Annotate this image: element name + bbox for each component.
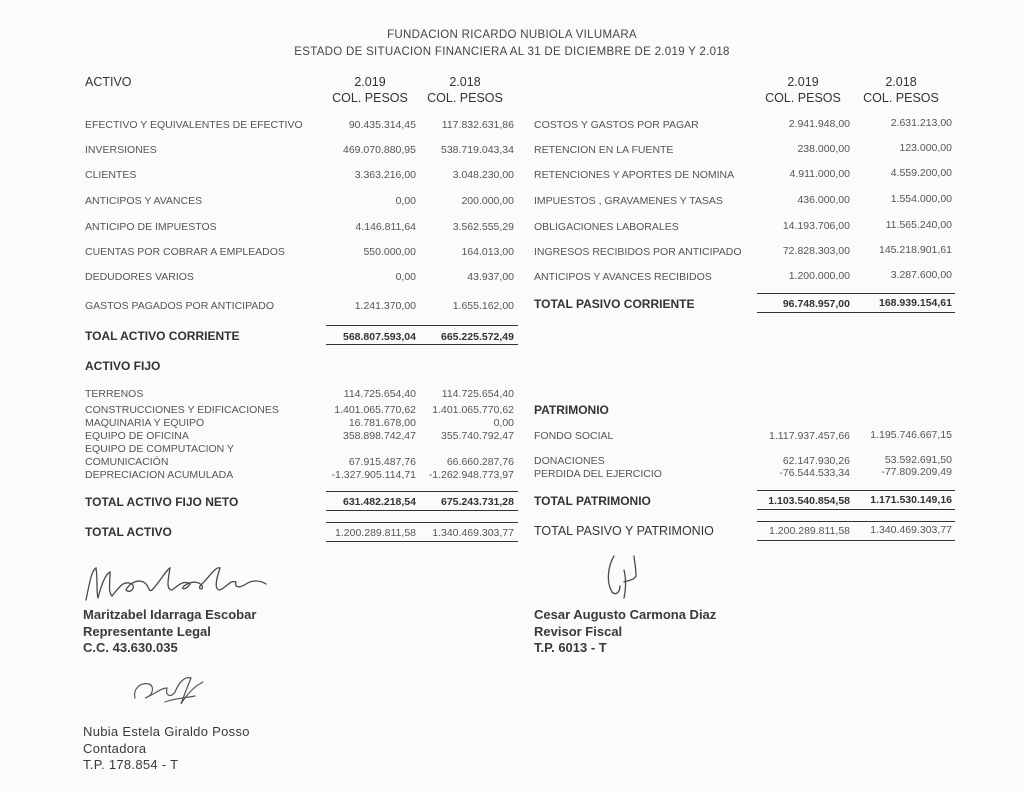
row-value-2018: 1.655.162,00 (452, 300, 514, 312)
maquinaria-2018: 0,00 (493, 417, 514, 429)
total-rule (326, 491, 518, 492)
activo-heading: ACTIVO (85, 75, 132, 89)
maquinaria-label: MAQUINARIA Y EQUIPO (85, 417, 205, 429)
row-label: RETENCION EN LA FUENTE (534, 144, 674, 156)
total-rule (757, 490, 955, 491)
activo-fijo-heading: ACTIVO FIJO (85, 359, 161, 373)
legal-role: Representante Legal (83, 623, 211, 639)
row-label: IMPUESTOS , GRAVAMENES Y TASAS (534, 195, 723, 207)
row-value-2019: 469.070.880,95 (343, 144, 416, 156)
row-label: RETENCIONES Y APORTES DE NOMINA (534, 169, 735, 181)
row-label: ANTICIPOS Y AVANCES (85, 195, 203, 207)
terrenos-2019: 114.725.654,40 (343, 388, 416, 400)
oficina-2019: 358.898.742,47 (343, 430, 416, 442)
construcciones-label: CONSTRUCCIONES Y EDIFICACIONES (85, 404, 279, 416)
construcciones-2018: 1.401.065.770,62 (432, 404, 514, 416)
col-header-2018-left: 2.018 COL. PESOS (427, 75, 503, 105)
legal-id: C.C. 43.630.035 (83, 640, 178, 655)
contadora-id: T.P. 178.854 - T (83, 757, 179, 772)
row-label: OBLIGACIONES LABORALES (534, 221, 679, 233)
total-activo-2019: 1.200.289.811,58 (335, 527, 416, 539)
total-patrimonio-2019: 1.103.540.854,58 (768, 495, 850, 507)
donaciones-label: DONACIONES (534, 455, 605, 467)
total-underline (326, 510, 518, 511)
signature-legal-mark (80, 560, 280, 608)
row-value-2019: 3.363.216,00 (354, 169, 416, 181)
row-label: EFECTIVO Y EQUIVALENTES DE EFECTIVO (85, 119, 303, 131)
revisor-role: Revisor Fiscal (534, 623, 623, 639)
row-value-2019: 1.200.000,00 (788, 270, 850, 282)
total-rule (757, 521, 955, 522)
row-value-2018: 4.559.200,00 (890, 167, 952, 179)
signature-block-contadora (83, 724, 250, 774)
total-underline (326, 541, 518, 542)
row-label: GASTOS PAGADOS POR ANTICIPADO (85, 300, 275, 312)
row-value-2019: 14.193.706,00 (782, 220, 850, 232)
maquinaria-2019: 16.781.678,00 (348, 417, 416, 429)
signature-revisor-mark (600, 552, 660, 602)
donaciones-2019: 62.147.930,26 (782, 455, 850, 467)
perdida-label: PERDIDA DEL EJERCICIO (534, 468, 662, 480)
total-activo-corriente-2018: 665.225.572,49 (441, 331, 514, 343)
row-value-2019: 1.241.370,00 (354, 300, 416, 312)
row-value-2019: 238.000,00 (797, 143, 850, 155)
total-activo-label: TOTAL ACTIVO (85, 525, 172, 539)
total-activo-fijo-2019: 631.482.218,54 (343, 496, 416, 508)
col-header-2019-right: 2.019 COL. PESOS (765, 75, 841, 105)
construcciones-2019: 1.401.065.770,62 (334, 404, 416, 416)
row-value-2018: 3.562.555,29 (452, 221, 514, 233)
total-underline (757, 540, 955, 541)
row-value-2019: 4.146.811,64 (355, 221, 416, 233)
row-label: INVERSIONES (85, 144, 157, 156)
row-value-2018: 538.719.043,34 (441, 144, 514, 156)
row-label: ANTICIPO DE IMPUESTOS (85, 221, 217, 233)
total-patrimonio-2018: 1.171.530.149,16 (870, 494, 952, 506)
row-label: COSTOS Y GASTOS POR PAGAR (534, 119, 699, 131)
total-underline (757, 509, 955, 510)
row-value-2018: 123.000,00 (899, 142, 952, 154)
row-value-2018: 3.048.230,00 (452, 169, 514, 181)
contadora-role: Contadora (83, 740, 147, 756)
report-subtitle: ESTADO DE SITUACION FINANCIERA AL 31 DE DICIEMBRE DE 2.019 Y 2.018 (294, 46, 730, 58)
row-value-2018: 11.565.240,00 (885, 219, 952, 231)
legal-name: Maritzabel Idarraga Escobar (83, 607, 257, 622)
total-underline (326, 344, 518, 345)
org-title: FUNDACION RICARDO NUBIOLA VILUMARA (387, 29, 637, 41)
total-pasivo-patrimonio-2019: 1.200.289.811,58 (769, 525, 850, 537)
total-pasivo-corriente-2019: 96.748.957,00 (782, 298, 850, 310)
perdida-2018: -77.809.209,49 (881, 466, 952, 478)
total-activo-corriente-label: TOAL ACTIVO CORRIENTE (85, 329, 240, 343)
total-underline (757, 312, 955, 313)
row-value-2018: 117.832.631,86 (441, 119, 514, 131)
row-value-2018: 164.013,00 (461, 246, 514, 258)
perdida-2019: -76.544.533,34 (779, 467, 850, 479)
total-activo-corriente-2019: 568.807.593,04 (343, 331, 416, 343)
fondo-social-2018: 1.195.746.667,15 (870, 429, 952, 441)
oficina-2018: 355.740.792,47 (441, 430, 514, 442)
total-rule (757, 293, 955, 294)
revisor-name: Cesar Augusto Carmona Diaz (534, 607, 717, 622)
patrimonio-heading: PATRIMONIO (534, 403, 609, 417)
row-value-2019: 4.911.000,00 (789, 168, 850, 180)
total-activo-2018: 1.340.469.303,77 (432, 527, 514, 539)
revisor-id: T.P. 6013 - T (534, 640, 607, 655)
total-activo-fijo-label: TOTAL ACTIVO FIJO NETO (85, 495, 239, 509)
total-pasivo-patrimonio-2018: 1.340.469.303,77 (870, 524, 952, 536)
row-value-2019: 0,00 (395, 271, 416, 283)
row-value-2019: 72.828.303,00 (782, 245, 850, 257)
row-value-2019: 0,00 (395, 195, 416, 207)
total-pasivo-corriente-label: TOTAL PASIVO CORRIENTE (534, 297, 695, 311)
col-header-2018-right: 2.018 COL. PESOS (863, 75, 939, 105)
depreciacion-label: DEPRECIACION ACUMULADA (85, 469, 234, 481)
terrenos-2018: 114.725.654,40 (441, 388, 514, 400)
row-value-2019: 550.000,00 (363, 246, 416, 258)
col-header-2019-left: 2.019 COL. PESOS (332, 75, 408, 105)
computacion-2019: 67.915.487,76 (348, 456, 416, 468)
row-value-2019: 436.000,00 (797, 194, 850, 206)
fondo-social-2019: 1.117.937.457,66 (769, 430, 850, 442)
row-label: DEDUDORES VARIOS (85, 271, 194, 283)
contadora-name: Nubia Estela Giraldo Posso (83, 724, 250, 739)
row-label: INGRESOS RECIBIDOS POR ANTICIPADO (534, 246, 742, 258)
total-rule (326, 522, 518, 523)
row-label: ANTICIPOS Y AVANCES RECIBIDOS (534, 271, 712, 283)
total-rule (326, 325, 518, 326)
row-value-2018: 1.554.000,00 (890, 193, 952, 205)
row-value-2018: 3.287.600,00 (890, 269, 952, 281)
total-pasivo-corriente-2018: 168.939.154,61 (879, 297, 952, 309)
computacion-2018: 66.660.287,76 (446, 456, 514, 468)
oficina-label: EQUIPO DE OFICINA (85, 430, 189, 442)
total-activo-fijo-2018: 675.243.731,28 (441, 496, 514, 508)
row-label: CLIENTES (85, 169, 137, 181)
signature-contadora-mark (125, 668, 215, 710)
depreciacion-2018: -1.262.948.773,97 (428, 469, 514, 481)
row-value-2018: 145.218.901,61 (879, 244, 952, 256)
row-value-2018: 2.631.213,00 (890, 117, 952, 129)
total-patrimonio-label: TOTAL PATRIMONIO (534, 494, 651, 508)
signature-block-legal (83, 607, 256, 657)
depreciacion-2019: -1.327.905.114,71 (331, 469, 416, 481)
row-value-2019: 90.435.314,45 (348, 119, 416, 131)
computacion-label: EQUIPO DE COMPUTACION Y COMUNICACIÓN (85, 443, 234, 468)
row-label: CUENTAS POR COBRAR A EMPLEADOS (85, 246, 285, 258)
total-pasivo-patrimonio-label: TOTAL PASIVO Y PATRIMONIO (534, 524, 714, 538)
row-value-2018: 200.000,00 (461, 195, 514, 207)
signature-block-revisor (534, 607, 716, 657)
donaciones-2018: 53.592.691,50 (884, 454, 952, 466)
terrenos-label: TERRENOS (85, 388, 144, 400)
fondo-social-label: FONDO SOCIAL (534, 430, 614, 442)
row-value-2018: 43.937,00 (467, 271, 514, 283)
row-value-2019: 2.941.948,00 (788, 118, 850, 130)
